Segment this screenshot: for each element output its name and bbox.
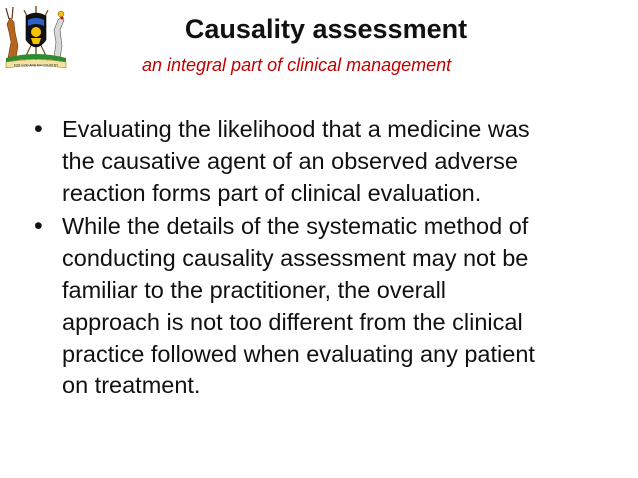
bullet-line: the causative agent of an observed adverse bbox=[62, 147, 518, 174]
bullet-list bbox=[34, 114, 634, 404]
bullet-line: reaction forms part of clinical evaluation. bbox=[62, 179, 482, 206]
bullet-item bbox=[34, 114, 634, 209]
bullet-item bbox=[34, 211, 634, 402]
bullet-marker: • bbox=[34, 212, 43, 241]
bullet-line: practice followed when evaluating any patient bbox=[62, 340, 535, 367]
bullet-line: While the details of the systematic method of bbox=[62, 213, 529, 240]
bullet-marker: • bbox=[34, 115, 43, 143]
bullet-line: familiar to the practitioner, the overall bbox=[62, 276, 447, 303]
slide-title: Causality assessment bbox=[184, 14, 468, 44]
bullet-line: Evaluating the likelihood that a medicine was bbox=[62, 116, 530, 142]
bullet-line: approach is not too different from the clinical bbox=[62, 308, 523, 335]
slide-subtitle: an integral part of clinical management bbox=[142, 55, 452, 75]
bullet-line: conducting causality assessment may not be bbox=[62, 245, 529, 272]
bullet-line: on treatment. bbox=[62, 372, 201, 399]
logo-motto: FOR GOD AND MY COUNTRY bbox=[13, 63, 59, 68]
